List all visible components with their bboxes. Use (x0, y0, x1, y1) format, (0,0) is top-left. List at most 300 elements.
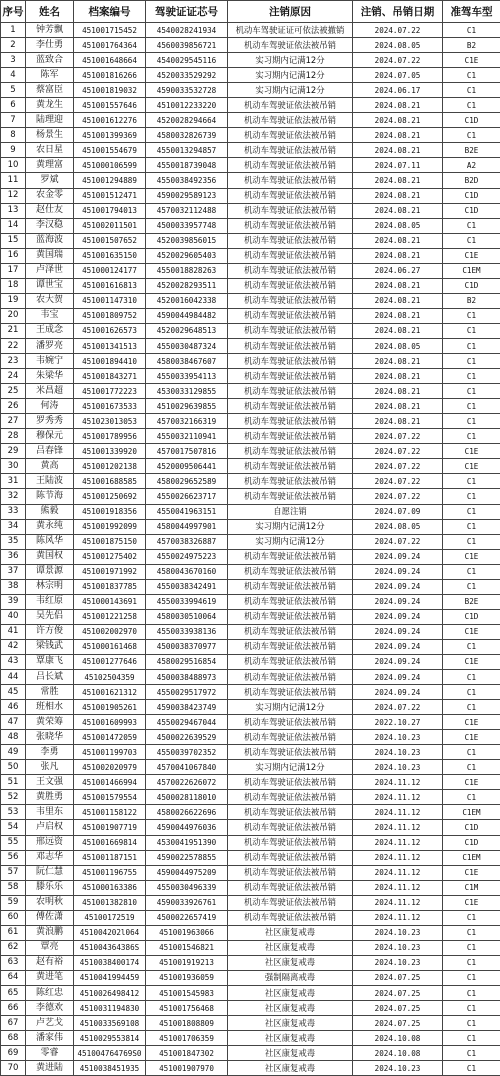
cell-vehicle-class: C1 (443, 474, 500, 489)
cell-name: 吴先侣 (26, 609, 74, 624)
cell-date: 2024.08.21 (353, 354, 443, 369)
cell-license-chip-number: 4550029467044 (146, 715, 228, 730)
cell-reason: 机动车驾驶证依法被吊销 (228, 293, 353, 308)
cell-serial: 19 (1, 293, 26, 308)
cell-reason: 机动车驾驶证依法被吊销 (228, 745, 353, 760)
cell-name: 梁钱武 (26, 639, 74, 654)
cell-name: 黄永纯 (26, 519, 74, 534)
cell-date: 2024.08.21 (353, 128, 443, 143)
cell-vehicle-class: C1D (443, 203, 500, 218)
cell-date: 2024.08.21 (353, 323, 443, 338)
cell-date: 2024.08.21 (353, 188, 443, 203)
cell-reason: 机动车驾驶证依法被吊销 (228, 654, 353, 669)
cell-serial: 29 (1, 444, 26, 459)
cell-reason: 机动车驾驶证依法被吊销 (228, 820, 353, 835)
cell-reason: 实习期内记满12分 (228, 700, 353, 715)
table-row (1, 68, 500, 83)
cell-name: 黄龙生 (26, 98, 74, 113)
cell-serial: 40 (1, 609, 26, 624)
cell-file-number: 451001616813 (74, 278, 146, 293)
table-row (1, 986, 500, 1001)
cell-vehicle-class: C1 (443, 128, 500, 143)
cell-license-chip-number: 4510029639855 (146, 399, 228, 414)
cell-date: 2022.10.27 (353, 715, 443, 730)
table-row (1, 414, 500, 429)
cell-date: 2024.09.24 (353, 670, 443, 685)
cell-name: 卢艺戈 (26, 1016, 74, 1031)
cell-serial: 62 (1, 940, 26, 955)
cell-serial: 30 (1, 459, 26, 474)
cell-file-number: 451001907719 (74, 820, 146, 835)
cell-name: 农金零 (26, 188, 74, 203)
table-body (1, 23, 500, 1076)
cell-date: 2024.08.21 (353, 203, 443, 218)
cell-date: 2024.08.21 (353, 308, 443, 323)
cell-name: 滕乐乐 (26, 880, 74, 895)
cell-license-chip-number: 4500028118010 (146, 790, 228, 805)
cell-license-chip-number: 4590033532728 (146, 83, 228, 98)
cell-date: 2024.08.21 (353, 233, 443, 248)
cell-reason: 机动车驾驶证依法被吊销 (228, 685, 353, 700)
table-row (1, 820, 500, 835)
cell-date: 2024.06.17 (353, 83, 443, 98)
cell-vehicle-class: C1E (443, 248, 500, 263)
cell-serial: 7 (1, 113, 26, 128)
table-row (1, 594, 500, 609)
cell-name: 邓志华 (26, 850, 74, 865)
table-row (1, 143, 500, 158)
cell-reason: 社区康复戒毒 (228, 1046, 353, 1061)
cell-reason: 机动车驾驶证依法被吊销 (228, 865, 353, 880)
header-serial: 序号 (1, 1, 26, 23)
cell-name: 覃亮 (26, 940, 74, 955)
cell-serial: 20 (1, 308, 26, 323)
cell-date: 2024.08.05 (353, 218, 443, 233)
cell-serial: 66 (1, 1001, 26, 1016)
cell-license-chip-number: 4590033926761 (146, 895, 228, 910)
cell-serial: 12 (1, 188, 26, 203)
cell-file-number: 451001819032 (74, 83, 146, 98)
cell-license-chip-number: 4550033954113 (146, 369, 228, 384)
cell-serial: 54 (1, 820, 26, 835)
cell-serial: 35 (1, 534, 26, 549)
cell-vehicle-class: C1 (443, 308, 500, 323)
cell-date: 2024.11.12 (353, 880, 443, 895)
cell-serial: 44 (1, 670, 26, 685)
cell-date: 2024.06.27 (353, 263, 443, 278)
cell-vehicle-class: C1 (443, 83, 500, 98)
cell-vehicle-class: C1 (443, 519, 500, 534)
table-row (1, 895, 500, 910)
table-row (1, 850, 500, 865)
cell-license-chip-number: 4570017507816 (146, 444, 228, 459)
cell-name: 常胜 (26, 685, 74, 700)
cell-file-number: 451001147310 (74, 293, 146, 308)
cell-date: 2024.08.21 (353, 113, 443, 128)
cell-name: 许方俊 (26, 624, 74, 639)
table-row (1, 474, 500, 489)
cell-license-chip-number: 4550030496339 (146, 880, 228, 895)
cell-date: 2024.11.12 (353, 865, 443, 880)
cell-license-chip-number: 4580044997901 (146, 519, 228, 534)
cell-reason: 机动车驾驶证依法被吊销 (228, 188, 353, 203)
cell-serial: 33 (1, 504, 26, 519)
cell-reason: 社区康复戒毒 (228, 925, 353, 940)
cell-reason: 实习期内记满12分 (228, 534, 353, 549)
cell-reason: 机动车驾驶证依法被吊销 (228, 98, 353, 113)
cell-vehicle-class: C1EM (443, 850, 500, 865)
cell-vehicle-class: C1 (443, 925, 500, 940)
table-row (1, 233, 500, 248)
cell-reason: 机动车驾驶证依法被吊销 (228, 624, 353, 639)
cell-file-number: 451001809752 (74, 308, 146, 323)
cell-vehicle-class: C1 (443, 68, 500, 83)
cell-reason: 社区康复戒毒 (228, 955, 353, 970)
table-row (1, 203, 500, 218)
cell-license-chip-number: 4580043670160 (146, 564, 228, 579)
cell-file-number: 451001673533 (74, 399, 146, 414)
cell-serial: 34 (1, 519, 26, 534)
cell-name: 陈节海 (26, 489, 74, 504)
cell-file-number: 451001202138 (74, 459, 146, 474)
table-row (1, 519, 500, 534)
cell-file-number: 451001472059 (74, 730, 146, 745)
cell-name: 卢泽世 (26, 263, 74, 278)
cell-vehicle-class: C1E (443, 444, 500, 459)
cell-serial: 11 (1, 173, 26, 188)
cell-file-number: 451001894410 (74, 354, 146, 369)
cell-serial: 65 (1, 986, 26, 1001)
cell-vehicle-class: C1 (443, 579, 500, 594)
cell-name: 谭景源 (26, 564, 74, 579)
cell-date: 2024.08.21 (353, 293, 443, 308)
cell-serial: 28 (1, 429, 26, 444)
cell-vehicle-class: C1 (443, 354, 500, 369)
cell-name: 王文强 (26, 775, 74, 790)
cell-name: 蓝致合 (26, 53, 74, 68)
cell-file-number: 451001187151 (74, 850, 146, 865)
cell-reason: 机动车驾驶证依法被吊销 (228, 579, 353, 594)
cell-vehicle-class: C1 (443, 639, 500, 654)
table-row (1, 639, 500, 654)
cell-license-chip-number: 4520029605403 (146, 248, 228, 263)
cell-license-chip-number: 4520016042338 (146, 293, 228, 308)
table-row (1, 685, 500, 700)
cell-name: 黄胜勇 (26, 790, 74, 805)
cell-license-chip-number: 4590022578855 (146, 850, 228, 865)
cell-file-number: 451004202l064 (74, 925, 146, 940)
cell-license-chip-number: 4550024975223 (146, 549, 228, 564)
cell-name: 米昌超 (26, 384, 74, 399)
cell-file-number: 451000143691 (74, 594, 146, 609)
cell-serial: 43 (1, 654, 26, 669)
cell-vehicle-class: A2 (443, 158, 500, 173)
cell-vehicle-class: C1D (443, 835, 500, 850)
cell-date: 2024.07.25 (353, 1001, 443, 1016)
cell-license-chip-number: 4590044976036 (146, 820, 228, 835)
cell-file-number: 451001905261 (74, 700, 146, 715)
table-row (1, 248, 500, 263)
cell-file-number: 4510029553814 (74, 1031, 146, 1046)
cell-name: 班相水 (26, 700, 74, 715)
cell-date: 2024.10.08 (353, 1031, 443, 1046)
cell-vehicle-class: C1D (443, 609, 500, 624)
cell-file-number: 451002011501 (74, 218, 146, 233)
cell-license-chip-number: 4580026622696 (146, 805, 228, 820)
cell-file-number: 4510033569108 (74, 1016, 146, 1031)
cell-file-number: 451001843271 (74, 369, 146, 384)
cell-name: 王陆波 (26, 474, 74, 489)
header-name: 姓名 (26, 1, 74, 23)
cell-name: 黄荣筹 (26, 715, 74, 730)
cell-name: 张凡 (26, 760, 74, 775)
cell-file-number: 451001275402 (74, 549, 146, 564)
cell-reason: 机动车驾驶证依法被吊销 (228, 128, 353, 143)
table-row (1, 760, 500, 775)
table-row (1, 338, 500, 353)
cell-reason: 机动车驾驶证依法被吊销 (228, 594, 353, 609)
cell-name: 阮仁慧 (26, 865, 74, 880)
cell-reason: 机动车驾驶证依法被吊销 (228, 323, 353, 338)
cell-name: 覃康飞 (26, 654, 74, 669)
cell-name: 吕长斌 (26, 670, 74, 685)
cell-license-chip-number: 4500038488973 (146, 670, 228, 685)
cell-name: 农日星 (26, 143, 74, 158)
cell-date: 2024.10.23 (353, 955, 443, 970)
cell-file-number: 451000161468 (74, 639, 146, 654)
cell-date: 2024.10.08 (353, 1046, 443, 1061)
cell-date: 2024.08.21 (353, 414, 443, 429)
cell-name: 黄高 (26, 459, 74, 474)
cell-license-chip-number: 4540028241934 (146, 23, 228, 38)
table-row (1, 715, 500, 730)
cell-date: 2024.07.22 (353, 474, 443, 489)
cell-license-chip-number: 4550013294857 (146, 143, 228, 158)
cell-license-chip-number: 4550033938136 (146, 624, 228, 639)
cell-name: 农明秋 (26, 895, 74, 910)
cell-file-number: 451001971992 (74, 564, 146, 579)
cell-vehicle-class: C1 (443, 534, 500, 549)
cell-reason: 机动车驾驶证依法被吊销 (228, 248, 353, 263)
table-row (1, 399, 500, 414)
table-row (1, 173, 500, 188)
table-row (1, 1001, 500, 1016)
header-reason: 注销原因 (228, 1, 353, 23)
cell-reason: 机动车驾驶证依法被吊销 (228, 715, 353, 730)
cell-license-chip-number: 4590044975209 (146, 865, 228, 880)
cell-date: 2024.11.12 (353, 805, 443, 820)
cell-serial: 22 (1, 338, 26, 353)
cell-vehicle-class: C1E (443, 865, 500, 880)
cell-reason: 机动车驾驶证依法被吊销 (228, 549, 353, 564)
cell-vehicle-class: C1 (443, 745, 500, 760)
cell-reason: 机动车驾驶证依法被吊销 (228, 113, 353, 128)
cell-license-chip-number: 451001546821 (146, 940, 228, 955)
cell-license-chip-number: 4530041951390 (146, 835, 228, 850)
cell-reason: 实习期内记满12分 (228, 53, 353, 68)
cell-date: 2024.09.24 (353, 639, 443, 654)
cell-file-number: 451001875150 (74, 534, 146, 549)
cell-date: 2024.09.24 (353, 564, 443, 579)
cell-file-number: 451001635150 (74, 248, 146, 263)
cell-license-chip-number: 4520033529292 (146, 68, 228, 83)
cell-license-chip-number: 451001706359 (146, 1031, 228, 1046)
cell-vehicle-class: C1 (443, 399, 500, 414)
cell-name: 潘家伟 (26, 1031, 74, 1046)
cell-reason: 强制隔离戒毒 (228, 970, 353, 985)
cell-file-number: 451001669814 (74, 835, 146, 850)
cell-vehicle-class: C1 (443, 940, 500, 955)
cell-serial: 8 (1, 128, 26, 143)
cell-date: 2024.09.24 (353, 654, 443, 669)
table-row (1, 384, 500, 399)
cell-file-number: 45100172519 (74, 910, 146, 925)
cell-serial: 59 (1, 895, 26, 910)
table-row (1, 489, 500, 504)
cell-date: 2024.07.22 (353, 534, 443, 549)
cell-date: 2024.07.22 (353, 444, 443, 459)
table-row (1, 263, 500, 278)
cell-name: 黄理富 (26, 158, 74, 173)
cell-serial: 69 (1, 1046, 26, 1061)
cell-license-chip-number: 4580030510064 (146, 609, 228, 624)
cell-date: 2024.11.12 (353, 895, 443, 910)
table-row (1, 670, 500, 685)
cell-reason: 社区康复戒毒 (228, 986, 353, 1001)
cell-reason: 实习期内记满12分 (228, 68, 353, 83)
cell-file-number: 451001339920 (74, 444, 146, 459)
cell-license-chip-number: 4540029545116 (146, 53, 228, 68)
cell-serial: 36 (1, 549, 26, 564)
table-row (1, 38, 500, 53)
cell-vehicle-class: C1 (443, 384, 500, 399)
cell-license-chip-number: 4550029517972 (146, 685, 228, 700)
cell-date: 2024.08.21 (353, 143, 443, 158)
cell-license-chip-number: 4520039856015 (146, 233, 228, 248)
table-row (1, 354, 500, 369)
cell-license-chip-number: 4570038326887 (146, 534, 228, 549)
cell-date: 2024.07.25 (353, 1016, 443, 1031)
cell-reason: 机动车驾驶证证可依法被撤销 (228, 23, 353, 38)
cell-file-number: 451001688585 (74, 474, 146, 489)
cell-reason: 机动车驾驶证依法被吊销 (228, 38, 353, 53)
cell-date: 2024.08.21 (353, 399, 443, 414)
cell-license-chip-number: 4590044984482 (146, 308, 228, 323)
cell-vehicle-class: C1 (443, 700, 500, 715)
cell-vehicle-class: C1D (443, 278, 500, 293)
cell-vehicle-class: C1 (443, 910, 500, 925)
cell-vehicle-class: C1 (443, 1001, 500, 1016)
cell-serial: 67 (1, 1016, 26, 1031)
cell-serial: 13 (1, 203, 26, 218)
cell-file-number: 451001507652 (74, 233, 146, 248)
table-row (1, 459, 500, 474)
cell-reason: 机动车驾驶证依法被吊销 (228, 369, 353, 384)
cell-serial: 3 (1, 53, 26, 68)
cell-license-chip-number: 4550026623717 (146, 489, 228, 504)
cell-file-number: 451002002970 (74, 624, 146, 639)
cell-date: 2024.08.05 (353, 38, 443, 53)
cell-date: 2024.09.24 (353, 579, 443, 594)
cell-license-chip-number: 4500038370977 (146, 639, 228, 654)
cell-vehicle-class: C1EM (443, 805, 500, 820)
cell-vehicle-class: C1 (443, 414, 500, 429)
cell-file-number: 451001612276 (74, 113, 146, 128)
cell-reason: 机动车驾驶证依法被吊销 (228, 218, 353, 233)
cell-date: 2024.10.23 (353, 760, 443, 775)
cell-file-number: 451000124177 (74, 263, 146, 278)
cell-serial: 50 (1, 760, 26, 775)
table-row (1, 549, 500, 564)
cell-vehicle-class: C1E (443, 624, 500, 639)
cell-date: 2024.08.21 (353, 248, 443, 263)
cell-date: 2024.07.25 (353, 986, 443, 1001)
cell-file-number: 451001512471 (74, 188, 146, 203)
cell-vehicle-class: C1E (443, 654, 500, 669)
cell-date: 2024.10.23 (353, 745, 443, 760)
cell-vehicle-class: C1 (443, 429, 500, 444)
cell-vehicle-class: C1 (443, 323, 500, 338)
cell-date: 2024.07.22 (353, 459, 443, 474)
header-date: 注销、吊销日期 (353, 1, 443, 23)
table-row (1, 293, 500, 308)
cell-serial: 58 (1, 880, 26, 895)
cell-name: 零睿 (26, 1046, 74, 1061)
cell-vehicle-class: B2E (443, 143, 500, 158)
cell-license-chip-number: 4500033957748 (146, 218, 228, 233)
cell-vehicle-class: C1 (443, 233, 500, 248)
cell-license-chip-number: 4520028294664 (146, 113, 228, 128)
table-row (1, 790, 500, 805)
cell-name: 李汉稳 (26, 218, 74, 233)
cell-date: 2024.08.21 (353, 384, 443, 399)
cell-serial: 17 (1, 263, 26, 278)
cell-name: 潘罗亮 (26, 338, 74, 353)
cell-serial: 42 (1, 639, 26, 654)
cell-vehicle-class: C1 (443, 760, 500, 775)
cell-file-number: 451001557646 (74, 98, 146, 113)
cell-license-chip-number: 451001963066 (146, 925, 228, 940)
cell-name: 何涛 (26, 399, 74, 414)
cell-serial: 61 (1, 925, 26, 940)
cell-serial: 53 (1, 805, 26, 820)
cell-name: 赵有裕 (26, 955, 74, 970)
table-row (1, 970, 500, 985)
cell-license-chip-number: 4570032166319 (146, 414, 228, 429)
cell-name: 韦婉宁 (26, 354, 74, 369)
cell-serial: 68 (1, 1031, 26, 1046)
cell-name: 蓝海波 (26, 233, 74, 248)
cell-name: 韦宝 (26, 308, 74, 323)
cell-license-chip-number: 4590029589123 (146, 188, 228, 203)
cell-license-chip-number: 4550030487324 (146, 338, 228, 353)
cell-license-chip-number: 4550038492356 (146, 173, 228, 188)
cell-file-number: 45102504359 (74, 670, 146, 685)
cell-date: 2024.07.22 (353, 489, 443, 504)
table-row (1, 955, 500, 970)
cell-name: 林宗明 (26, 579, 74, 594)
cell-reason: 社区康复戒毒 (228, 1016, 353, 1031)
cell-file-number: 4510038451935 (74, 1061, 146, 1076)
cell-file-number: 451001837785 (74, 579, 146, 594)
cell-file-number: 451001626573 (74, 323, 146, 338)
cell-serial: 63 (1, 955, 26, 970)
cell-reason: 实习期内记满12分 (228, 760, 353, 775)
cell-reason: 机动车驾驶证依法被吊销 (228, 399, 353, 414)
cell-license-chip-number: 451001847302 (146, 1046, 228, 1061)
cell-vehicle-class: C1 (443, 98, 500, 113)
cell-file-number: 4510026498412 (74, 986, 146, 1001)
